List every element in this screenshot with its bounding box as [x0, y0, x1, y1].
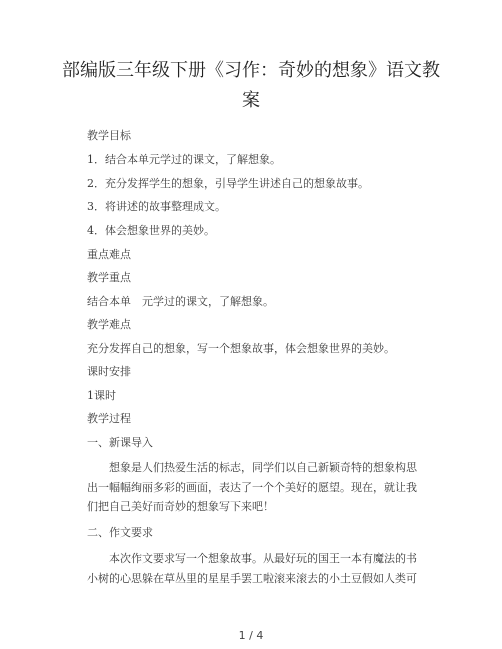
requirements-paragraph: 本次作文要求写一个想象故事。从最好玩的国王一本有魔法的书小树的心思躲在草丛里的星星手罢工啦滚来滚去的小土豆假如人类可	[87, 552, 417, 585]
page-title	[60, 56, 442, 116]
objective-item-3: 3．将讲述的故事整理成文。	[87, 200, 226, 213]
objective-item-1: 1．结合本单元学过的课文，了解想象。	[87, 153, 281, 166]
subheading-focus: 教学重点	[87, 271, 131, 284]
schedule-text: 1课时	[87, 389, 116, 402]
section-heading-schedule: 课时安排	[87, 365, 131, 378]
title-line-2: 案	[242, 90, 260, 111]
section-heading-process: 教学过程	[87, 412, 131, 425]
focus-text: 结合本单 元学过的课文，了解想象。	[87, 295, 274, 308]
title-line-1: 部编版三年级下册《习作：奇妙的想象》语文教	[62, 60, 440, 81]
page-number: 1 / 4	[238, 629, 264, 642]
subheading-difficulty: 教学难点	[87, 318, 131, 331]
step-heading-intro: 一、新课导入	[87, 436, 153, 449]
objective-item-4: 4．体会想象世界的美妙。	[87, 224, 215, 237]
step-heading-requirements: 二、作文要求	[87, 526, 153, 539]
objective-item-2: 2．充分发挥学生的想象，引导学生讲述自己的想象故事。	[87, 177, 369, 190]
section-heading-objectives: 教学目标	[87, 129, 131, 142]
intro-paragraph: 想象是人们热爱生活的标志，同学们以自己新颖奇特的想象构思出一幅幅绚丽多彩的画面，表达了一个个美好的愿望。现在，就让我们把自己美好而奇妙的想象写下来吧！	[87, 461, 417, 513]
section-heading-key-points: 重点难点	[87, 248, 131, 261]
difficulty-text: 充分发挥自己的想象，写一个想象故事，体会想象世界的美妙。	[87, 342, 395, 355]
